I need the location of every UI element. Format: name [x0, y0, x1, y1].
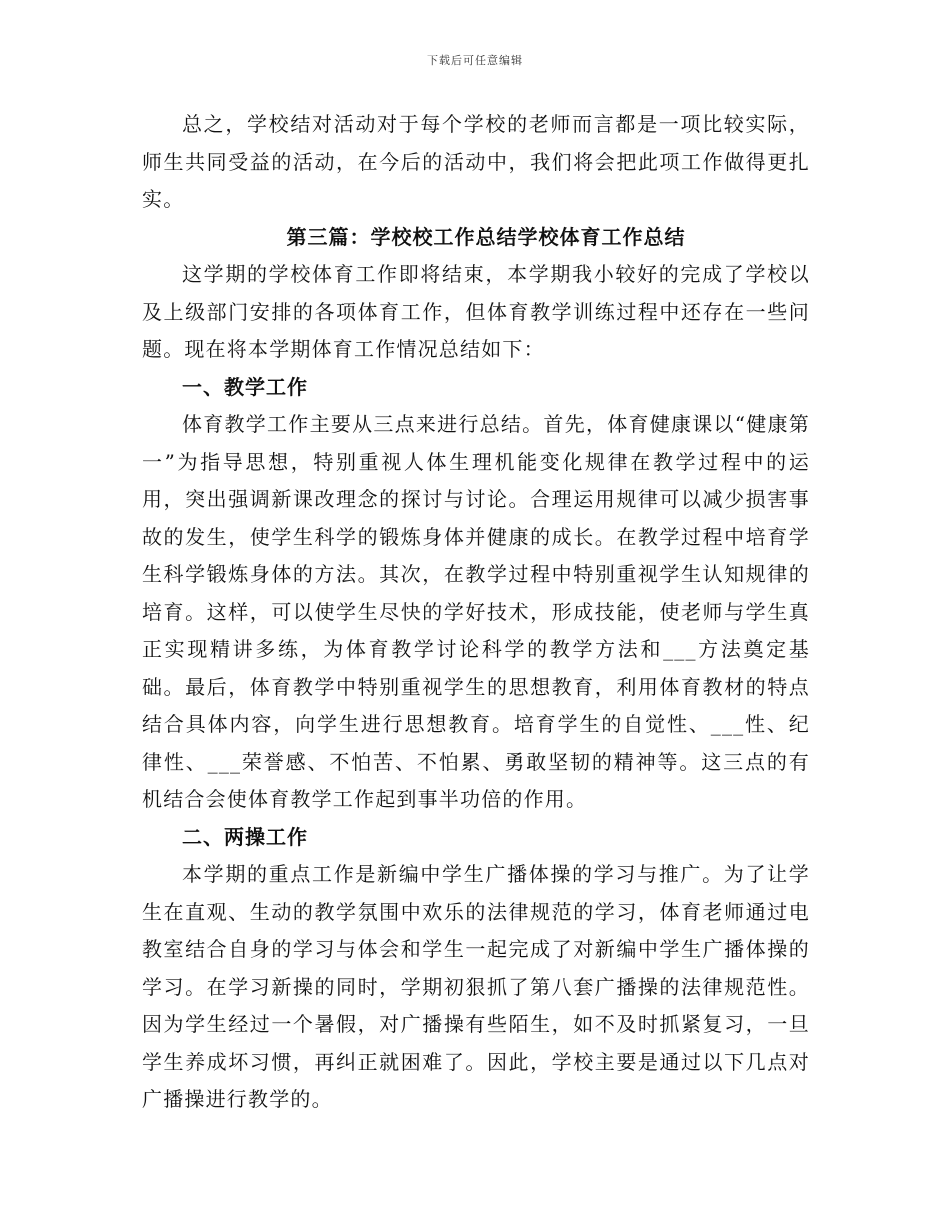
paragraph-conclusion: 总之，学校结对活动对于每个学校的老师而言都是一项比较实际，师生共同受益的活动，在今后的活动中，我们将会把此项工作做得更扎实。 — [142, 112, 810, 211]
section-heading-teaching: 一、教学工作 — [182, 374, 308, 399]
article-title: 第三篇：学校校工作总结学校体育工作总结 — [286, 224, 686, 249]
paragraph-intro: 这学期的学校体育工作即将结束，本学期我小较好的完成了学校以及上级部门安排的各项体育工作，但体育教学训练过程中还存在一些问题。现在将本学期体育工作情况总结如下： — [142, 262, 810, 361]
page-header: 下载后可任意编辑 — [427, 54, 523, 67]
section-heading-exercises: 二、两操工作 — [182, 824, 308, 849]
paragraph-exercises: 本学期的重点工作是新编中学生广播体操的学习与推广。为了让学生在直观、生动的教学氛围中欢乐的法律规范的学习，体育老师通过电教室结合自身的学习与体会和学生一起完成了对新编中学生广播体操的学习。在学习新操的同时，学期初狠抓了第八套广播操的法律规范性。因为学生经过一个暑假，对广播操有些陌生，如不及时抓紧复习，一旦学生养成坏习惯，再纠正就困难了。因此，学校主要是通过以下几点对广播操进行教学的。 — [142, 862, 810, 1111]
document-body — [142, 106, 810, 1119]
paragraph-teaching: 体育教学工作主要从三点来进行总结。首先，体育健康课以“健康第一”为指导思想，特别重视人体生理机能变化规律在教学过程中的运用，突出强调新课改理念的探讨与讨论。合理运用规律可以减少损害事故的发生，使学生科学的锻炼身体并健康的成长。在教学过程中培育学生科学锻炼身体的方法。其次，在教学过程中特别重视学生认知规律的培育。这样，可以使学生尽快的学好技术，形成技能，使老师与学生真正实现精讲多练，为体育教学讨论科学的教学方法和___方法奠定基础。最后，体育教学中特别重视学生的思想教育，利用体育教材的特点结合具体内容，向学生进行思想教育。培育学生的自觉性、___性、纪律性、___荣誉感、不怕苦、不怕累、勇敢坚韧的精神等。这三点的有机结合会使体育教学工作起到事半功倍的作用。 — [142, 412, 810, 811]
